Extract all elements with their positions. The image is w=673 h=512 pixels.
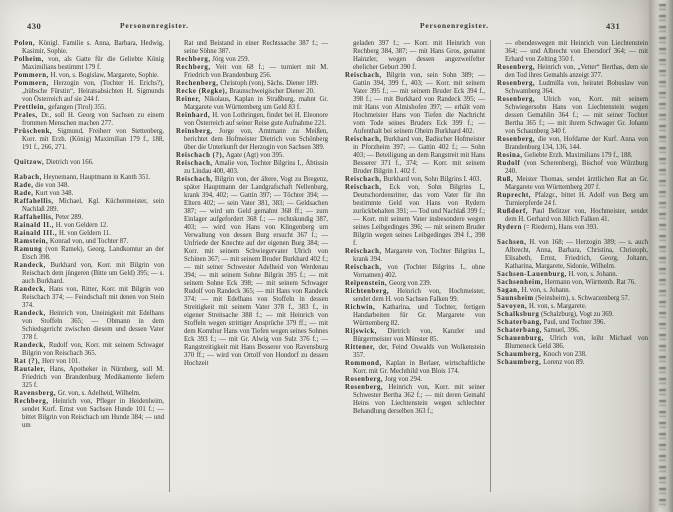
- register-entry: Rosenberg, Heinrich von, Korr. mit seiner Schwester Bertha 362 f.; — mit deren Gemahl Heins von Liechtenstein wegen schlechter Behandlung derselben 363 f.;: [345, 384, 485, 415]
- register-entry: Reischach, Bilgrin von, der ältere, Vogt zu Bregenz, später Hauptmann der Landgrafschaft Nellenburg, krank 394, 402; — Gattin 397; — Töchter 394; — Eltern 402; — sein Vater 381, 383; — Geldsachen 387; — wird um Geld gemahnt 368 ff.; — zum Einlager aufgefordert 368 f.; — rechtskundig 387, 403; — wird von Hans von Klingenberg um Verwaltung von dessen Burg ersucht 367 f.; — Unfriede der Knechte auf der eigenen Burg 384; — Korr. mit seinem Schwiegervater Ulrich von Schinen 367; — mit seinem Bruder Burkhard 402 f.; — mit seiner Schwester Adelheid von Werdenau 394; — mit seinem Sohne Bilgrin 395 f.; — mit seinem Sohne Eck 398; — mit seinem Schwager Rudolf von Randeck 365; — mit Hans von Randeck 374; — mit Edelhans von Stoffeln in dessen Streitigkeit mit seinem Vater 378 f., 383 f., in eigener Streitsache 388 f.; — mit Heinrich von Stoffeln wegen strittiger Ansprüche 379 ff.; — mit dem Komthur Hans von Tiefen wegen seines Sohnes Eck 393 f.; — mit Gr. Alwig von Sulz 376 f.; — Rangstreitigkeit mit Hans Besserer von Ravensburg 370 ff.; — wird von Ortolf von Hondorf zu dessen Hochzeit: [176, 176, 328, 367]
- register-entry: Prettlein, gefangen (Tirol) 355.: [14, 104, 107, 111]
- register-entry: Sagan, H. von, s. Johann.: [497, 287, 571, 294]
- entry-headword: Rainald II.,: [14, 222, 55, 229]
- register-entry: Reinhard, H. von Lothringen, findet bei H. Eleonore von Österreich auf seiner Reise gute Aufnahme 221.: [176, 112, 328, 127]
- entry-headword: Raffahellis,: [14, 214, 54, 221]
- register-entry: Reischach, Burkhard von, Sohn Bilgrins I. 403.: [345, 176, 482, 183]
- entry-headword: Reischach,: [345, 248, 382, 255]
- entry-headword: Schalksburg: [497, 311, 540, 318]
- entry-headword: Rautaler,: [14, 366, 46, 373]
- entry-headword: Rade,: [14, 190, 34, 197]
- register-entry: Quitzow, Dietrich von 166.: [14, 159, 94, 166]
- entry-headword: Ruprecht,: [497, 192, 532, 199]
- register-entry: Schaumberg, Knoch von 238.: [497, 351, 587, 358]
- entry-headword: Schauenburg,: [497, 335, 544, 342]
- entry-headword: Prüschenk,: [14, 128, 53, 135]
- register-entry: Rat (?), Herr von 101.: [14, 358, 80, 365]
- register-entry: Richtenberg, Heinrich von, Hochmeister, sendet dem H. von Sachsen Falken 99.: [345, 288, 485, 303]
- register-entry: Pommern, Herzogin von, (Tochter H. Erichs?), „hübsche Fürstin“, Heiratsabsichten H. Sigmunds von Österreich auf sie 244 f.: [14, 80, 164, 103]
- entry-headword: Polheim,: [14, 56, 44, 63]
- register-entry: Randeck, Heinrich von, Uneinigkeit mit Edelhans von Stoffeln 365; — Obmann in dem Schiedsgericht zwischen diesem und dessen Vater 378 f.: [14, 310, 164, 341]
- register-entry: Rainald III., H. von Geldern 11.: [14, 230, 111, 237]
- entry-headword: Rosenberg,: [345, 384, 384, 391]
- register-entry: Rosina, Geliebte Erzh. Maximilians 179 f., 188.: [497, 152, 633, 159]
- register-entry: Raffahellis, Peter 289.: [14, 214, 83, 221]
- running-head-right: Personenregister.: [420, 21, 489, 30]
- entry-headword: Reiner,: [176, 96, 201, 103]
- entry-headword: Saunsheim: [497, 295, 534, 302]
- entry-headword: Rechberg,: [14, 398, 49, 405]
- register-entry: Rudolf (von Scherenberg), Bischof von Würzburg 240.: [497, 160, 648, 175]
- entry-headword: Randeck,: [14, 286, 46, 293]
- entry-headword: Rosenberg,: [497, 64, 536, 71]
- register-entry: Schalksburg (Schalzburg), Vogt zu 369.: [497, 311, 614, 318]
- register-entry: Sachsenheim, Hermann von, Württemb. Rat 76.: [497, 279, 636, 286]
- register-entry: Rydern (= Riedern), Hans von 393.: [497, 224, 599, 231]
- entry-headword: Reischach (?),: [176, 152, 225, 159]
- entry-headword: Pommern,: [14, 80, 49, 87]
- column-divider-left-page: [169, 40, 170, 492]
- register-entry: Ruß, Meister Thomas, sendet ärztlichen Rat an Gr. Margarete von Württemberg 207 f.: [497, 176, 648, 191]
- register-entry: Schauenburg, Ulrich von, leiht Michael von Blumeneck Geld 386.: [497, 335, 648, 350]
- entry-headword: Quitzow,: [14, 159, 45, 166]
- entry-headword: Pommern,: [14, 72, 49, 79]
- entry-headword: Prettlein,: [14, 104, 47, 111]
- entry-headword: Ravensberg,: [14, 390, 57, 397]
- adjacent-page-text-edge: [659, 4, 666, 508]
- running-head-left: Personenregister.: [120, 21, 189, 30]
- register-entry: Randeck, Rudolf von, Korr. mit seinem Schwager Bilgrin von Reischach 365.: [14, 342, 164, 357]
- entry-headword: Reischach,: [176, 160, 213, 167]
- entry-headword: Reischach,: [345, 136, 382, 143]
- entry-headword: Richwin,: [345, 304, 376, 311]
- register-entry: Reiner, Nikolaus, Kaplan in Straßburg, mahnt Gr. Margarete von Württemberg um Geld 83 f.: [176, 96, 328, 111]
- register-entry: Rommond, Kaplan in Berlaer, wirtschaftliche Korr. mit Gr. Mechthild von Blois 174.: [345, 360, 485, 375]
- register-entry: Sachsen-Lauenburg, H. von, s. Johann.: [497, 271, 618, 278]
- page-number-right: 431: [606, 21, 621, 31]
- entry-headword: Rudolf: [497, 160, 521, 167]
- entry-headword: Schaterbang,: [497, 319, 542, 326]
- register-entry: Polheim, von, als Gatte für die Geliebte König Maximilians bestimmt 179 f.: [14, 56, 164, 71]
- left-page-column-2: [176, 40, 328, 500]
- entry-headword: Sagan,: [497, 287, 520, 294]
- register-entry: Reischach, von (Tochter Bilgrins I., ohne Vornamen) 402.: [345, 264, 485, 279]
- entry-headword: Reischach,: [345, 184, 382, 191]
- register-entry: Pommern, H. von, s. Bogislaw, Margarete, Sophie.: [14, 72, 159, 79]
- register-entry: Rosenberg, Ludmilla von, heiratet Bohuslaw von Schwamberg 364.: [497, 80, 648, 95]
- entry-headword: Recke (Regke),: [176, 88, 228, 95]
- register-entry: Rosenberg, die von, Hofdame der Kurf. Anna von Brandenburg 134, 136, 144.: [497, 136, 648, 151]
- register-entry: Schaterbang, Samuel, 396.: [497, 327, 580, 334]
- register-entry: Rechberg, Heinrich von, Pfleger in Heidenheim, sendet Kurf. Ernst von Sachsen Hunde 101 f.; — bittet Bilgrin von Reischach um Hunde 384; — und um: [14, 398, 164, 429]
- entry-headword: Richtenberg,: [345, 288, 390, 295]
- entry-headword: Rommond,: [345, 360, 382, 367]
- entry-headword: Polen,: [14, 40, 36, 47]
- entry-headword: Sachsen-Lauenburg,: [497, 271, 567, 278]
- entry-headword: Raffahellis,: [14, 198, 54, 205]
- register-entry: Rosenberg, Heinrich von, „Vetter“ Berthas, dem sie den Tod ihres Gemahls anzeigt 377.: [497, 64, 648, 79]
- register-entry: Rautaler, Hans, Apotheker in Nürnberg, soll M. Friedrich von Brandenburg Medikamente liefern 325 f.: [14, 366, 164, 389]
- register-entry: Schaumberg, Lorenz von 89.: [497, 359, 585, 366]
- register-entry: Reipenstein, Georg von 239.: [345, 280, 432, 287]
- register-entry: Reischach, Burkhard von, Badischer Hofmeister in Pforzheim 397; — Gattin 402 f.; — Sohn 403; — Beteiligung an dem Rangstreit mit Hans Besserer 371 f., 374; — Korr. mit seinem Bruder Bilgrin I. 402 f.: [345, 136, 485, 175]
- entry-headword: Schaterbang,: [497, 327, 542, 334]
- register-entry: Rechberg, Veit von 68 f.; — turniert mit M. Friedrich von Brandenburg 256.: [176, 64, 328, 79]
- entry-headword: Reischach,: [176, 176, 213, 183]
- register-entry: Rechenberg, Christoph (von), Sächs. Diener 189.: [176, 80, 319, 87]
- register-entry: Savoyen, H. von, s. Margarete.: [497, 303, 587, 310]
- register-entry: Reischach, Margarete von, Tochter Bilgrins I., krank 394.: [345, 248, 485, 263]
- register-entry: Rainald II., H. von Geldern 12.: [14, 222, 109, 229]
- entry-headword: Sachsen,: [497, 239, 527, 246]
- register-entry: Rade, Kurt von 348.: [14, 190, 74, 197]
- entry-headword: Rainald III.,: [14, 230, 58, 237]
- entry-headword: Rydern: [497, 224, 522, 231]
- entry-headword: Rosina,: [497, 152, 523, 159]
- register-entry: Recke (Regke), Braunschweigischer Diener 20.: [176, 88, 315, 95]
- entry-headword: Rabach,: [14, 174, 42, 181]
- register-entry: Rijswick, Dietrich von, Kanzler und Bürgermeister von Münster 85.: [345, 328, 485, 343]
- register-entry: Rußdorf, Paul Belitzer von, Hochmeister, sendet dem H. Gerhard von Jülich Falken 41.: [497, 208, 648, 223]
- left-page-column-1: [14, 40, 164, 500]
- entry-headword: Rittener,: [345, 344, 376, 351]
- register-entry: Ramstein, Konrad von, und Tochter 87.: [14, 238, 129, 245]
- entry-headword: Ramung: [14, 246, 43, 253]
- register-entry: Randeck, Hans von, Ritter, Korr. mit Bilgrin von Reischach 374; — Feindschaft mit denen von Stein 374.: [14, 286, 164, 309]
- register-entry: Saunsheim (Seinsheim), s. Schwarzenberg 57.: [497, 295, 630, 302]
- entry-headword: Rechenberg,: [176, 80, 219, 87]
- entry-headword: Rußdorf,: [497, 208, 529, 215]
- column-divider-right-page: [490, 40, 491, 492]
- entry-headword: Reischach,: [345, 264, 382, 271]
- register-entry: Rosenberg, Jorg von 294.: [345, 376, 422, 383]
- register-entry: Ruprecht, Pfalzgr., bittet H. Adolf von Berg um Turnierpferde 24 f.: [497, 192, 648, 207]
- entry-headword: Reischach,: [345, 176, 382, 183]
- entry-headword: Rosenberg,: [345, 376, 384, 383]
- entry-headword: Sachsenheim,: [497, 279, 544, 286]
- register-entry: geladen 397 f.; — Korr. mit Heinrich von Rechberg 384, 387; — mit Hans Gros, genannt Hainzler, wegen dessen angezweifelter ehelicher Geburt 390 f.: [353, 40, 485, 71]
- entry-headword: Rat (?),: [14, 358, 41, 365]
- entry-headword: Ramstein,: [14, 238, 49, 245]
- register-entry: Richwin, Katharina, und Tochter, fertigen Handarbeiten für Gr. Margarete von Württemberg 82.: [345, 304, 485, 327]
- entry-headword: Rosenberg,: [497, 80, 536, 87]
- entry-headword: Rechberg,: [176, 56, 211, 63]
- entry-headword: Rechberg,: [176, 64, 211, 71]
- entry-headword: Reipenstein,: [345, 280, 388, 287]
- register-entry: Raffahellis, Michael, Kgl. Küchenmeister, sein Nachlaß 289.: [14, 198, 164, 213]
- entry-headword: Reinsberg,: [176, 128, 213, 135]
- entry-headword: Rijswick,: [345, 328, 377, 335]
- entry-headword: Reischach,: [345, 72, 382, 79]
- register-entry: Rittener, der, Feind Oswalds von Wolkenstein 357.: [345, 344, 485, 359]
- register-entry: Rabach, Heynemann, Hauptmann in Kanth 351.: [14, 174, 151, 181]
- register-entry: Ramung (von Ramek), Georg, Landkomtur an der Etsch 398.: [14, 246, 164, 261]
- register-entry: Rosenberg, Ulrich von, Korr. mit seinem Schwiegersohn Hans von Liechtenstein wegen dessen Gemahlin 364 f.; — mit seiner Tochter Bertha 365 f.; — mit ihrem Schwager Gr. Johann von Schaunberg 340 f.: [497, 96, 648, 135]
- register-entry: Reischach, Bilgrin von, sein Sohn 389; — Gattin 394, 399 f., 403; — Korr. mit seinem Vater 395 f.; — mit seinem Bruder Eck 394 f., 398 f.; — mit Burkhard von Randeck 395; — mit Hans von Almishofen 397; — erhält vom Hochmeister Hans von Tiefen die Nachricht vom Tode seines Bruders Eck 399 f.; — Aufenthalt bei seinem Oheim Burkhard 402.: [345, 72, 485, 135]
- entry-headword: Savoyen,: [497, 303, 528, 310]
- register-entry: Reischach, Eck von, Sohn Bilgrins I., Deutschordensritter, das vom Vater für ihn bestimmte Geld von Hans von Rydern zurückbehalten 391; — Tod und Nachlaß 399 f.; — Korr. mit seinem Vater insbesondere wegen seines Leibgedinges 396; — mit seinem Bruder Bilgrin wegen seines Leibgedinges 394 f., 398 f.: [345, 184, 485, 247]
- book-edge: [650, 0, 673, 512]
- register-entry: Polen, Königl. Familie s. Anna, Barbara, Hedwig, Kasimir, Sophie.: [14, 40, 164, 55]
- entry-headword: Rosenberg,: [497, 136, 536, 143]
- register-entry: — ebendeswegen mit Heinrich von Liechtenstein 364; — und Albrecht von Ebersdorf 364; — mit Erhard von Zelting 350 f.: [505, 40, 648, 63]
- entry-headword: Randeck,: [14, 342, 46, 349]
- entry-headword: Rade,: [14, 182, 34, 189]
- entry-headword: Ruß,: [497, 176, 514, 183]
- right-page-column-1: [345, 40, 485, 500]
- register-entry: Reischach (?), Agate (Agt) von 395.: [176, 152, 284, 159]
- page-number-left: 430: [27, 21, 42, 31]
- register-entry: Ravensberg, Gr. von, s. Adelheid, Wilhelm.: [14, 390, 141, 397]
- register-entry: Rat und Beistand in einer Rechtssache 387 f.; — seine Söhne 387.: [184, 40, 328, 55]
- entry-headword: Reinhard,: [176, 112, 211, 119]
- register-entry: Prales, Dr., soll H. Georg von Sachsen zu einem frommen Menschen machen 277.: [14, 112, 164, 127]
- running-head-row: [0, 21, 656, 33]
- entry-headword: Prales,: [14, 112, 38, 119]
- entry-headword: Schaumberg,: [497, 359, 542, 366]
- entry-headword: Schaumberg,: [497, 351, 542, 358]
- register-entry: Schaterbang, Paul, und Tochter 396.: [497, 319, 606, 326]
- entry-headword: Randeck,: [14, 262, 46, 269]
- register-entry: Rade, die von 348.: [14, 182, 70, 189]
- register-entry: Reischach, Amalie von, Tochter Bilgrins I., Äbtissin zu Lindau 400, 403.: [176, 160, 328, 175]
- register-entry: Prüschenk, Sigmund, Freiherr von Stettenberg, Korr. mit Erzh. (König) Maximilian 179 f., 188, 191 f., 266, 271.: [14, 128, 164, 151]
- register-entry: Rechberg, Jörg von 259.: [176, 56, 250, 63]
- register-entry: Sachsen, H. von 168; — Herzogin 389; — s. auch Albrecht, Anna, Barbara, Christina, Christoph, Elisabeth, Ernst, Friedrich, Georg, Johann, Katharina, Margarete, Sidonie, Wilhelm.: [497, 239, 648, 270]
- entry-headword: Rosenberg,: [497, 96, 536, 103]
- register-entry: Reinsberg, Jorge von, Amtmann zu Meißen, berichtet dem Hofmeister Dietrich von Schönberg über die Unterkunft der Herzogin von Sachsen 389.: [176, 128, 328, 151]
- register-entry: Randeck, Burkhard von, Korr. mit Bilgrin von Reischach dem jüngeren (Bitte um Geld) 395; — s. auch Burkhard.: [14, 262, 164, 285]
- right-page-column-2: [497, 40, 648, 500]
- entry-headword: Randeck,: [14, 310, 46, 317]
